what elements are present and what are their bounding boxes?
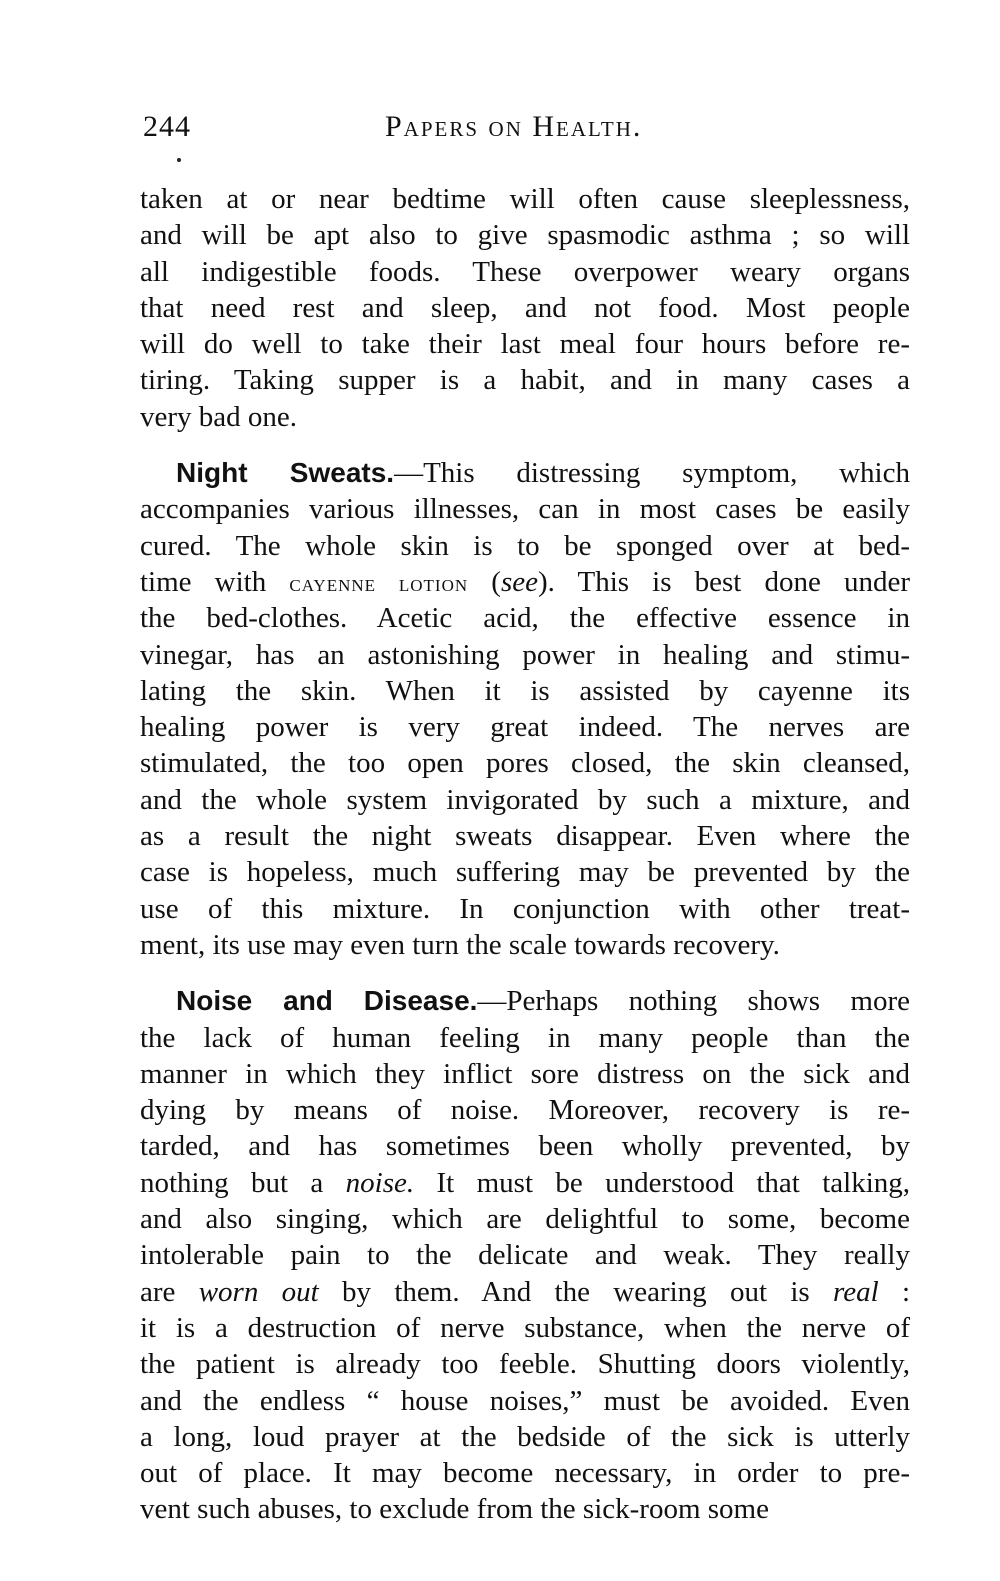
italic-text: noise. (345, 1166, 415, 1199)
text-line: and will be apt also to give spasmodic asthma ; so will (140, 219, 910, 252)
section-heading: Night Sweats. (176, 457, 395, 489)
italic-text: see (500, 565, 538, 598)
section-heading: Noise and Disease. (176, 985, 478, 1017)
section-paragraph (140, 455, 910, 963)
text-line: the patient is already too feeble. Shutting doors violently, (140, 1348, 910, 1381)
section-paragraph (140, 983, 910, 1527)
text-line: healing power is very great indeed. The nerves are (140, 711, 910, 744)
italic-text: real (833, 1275, 879, 1308)
text-line: tiring. Taking supper is a habit, and in many cases a (140, 364, 910, 397)
paragraph-gap (140, 963, 910, 983)
text-line: vent such abuses, to exclude from the sick-room some (140, 1493, 769, 1526)
text-line: out of place. It may become necessary, in order to pre- (140, 1457, 910, 1490)
small-caps-reference: cayenne lotion (289, 570, 469, 597)
text-line: use of this mixture. In conjunction with other treat- (140, 892, 910, 925)
text-line: that need rest and sleep, and not food. Most people (140, 291, 910, 324)
text-line: nothing but a noise. It must be understood that talking, (140, 1166, 911, 1199)
paragraph-gap (140, 435, 910, 455)
continued-paragraph (140, 181, 910, 435)
text-line: it is a destruction of nerve substance, when the nerve of (140, 1311, 910, 1344)
text-line: very bad one. (140, 400, 298, 433)
text-line: and also singing, which are delightful to some, become (140, 1203, 910, 1236)
page-body (140, 181, 910, 1528)
text-line: time with cayenne lotion (see). This is best done under (140, 565, 910, 598)
text-line: dying by means of noise. Moreover, recovery is re- (140, 1094, 910, 1127)
text-line: Noise and Disease.—Perhaps nothing shows more (176, 985, 910, 1018)
page-number: 244 (143, 110, 191, 143)
text-line: lating the skin. When it is assisted by cayenne its (140, 674, 910, 707)
text-line: the lack of human feeling in many people than the (140, 1021, 910, 1054)
text-line: are worn out by them. And the wearing out is real : (140, 1275, 911, 1308)
text-line: accompanies various illnesses, can in most cases be easily (140, 493, 910, 526)
text-line: taken at or near bedtime will often cause sleeplessness, (140, 183, 910, 215)
text-line: all indigestible foods. These overpower weary organs (140, 255, 910, 288)
text-line: tarded, and has sometimes been wholly prevented, by (140, 1130, 910, 1163)
text-line: intolerable pain to the delicate and weak. They really (140, 1239, 910, 1272)
text-line: stimulated, the too open pores closed, the skin cleansed, (140, 747, 910, 780)
text-line: vinegar, has an astonishing power in healing and stimu- (140, 638, 910, 671)
text-line: cured. The whole skin is to be sponged over at bed- (140, 529, 910, 562)
text-line: as a result the night sweats disappear. Even where the (140, 820, 910, 853)
italic-text: worn out (198, 1275, 319, 1308)
text-line: the bed-clothes. Acetic acid, the effective essence in (140, 602, 910, 635)
page-header (140, 110, 910, 150)
running-title: Papers on Health. (385, 110, 643, 143)
text-line: manner in which they inflict sore distress on the sick and (140, 1057, 910, 1090)
text-line: a long, loud prayer at the bedside of the sick is utterly (140, 1420, 910, 1453)
scan-mark (177, 158, 181, 162)
text-line: case is hopeless, much suffering may be prevented by the (140, 856, 910, 889)
text-line: will do well to take their last meal four hours before re- (140, 328, 910, 361)
text-line: and the endless “ house noises,” must be avoided. Even (140, 1384, 910, 1417)
text-line: Night Sweats.—This distressing symptom, which (176, 457, 910, 490)
text-line: ment, its use may even turn the scale towards recovery. (140, 928, 780, 961)
text-line: and the whole system invigorated by such a mixture, and (140, 783, 910, 816)
